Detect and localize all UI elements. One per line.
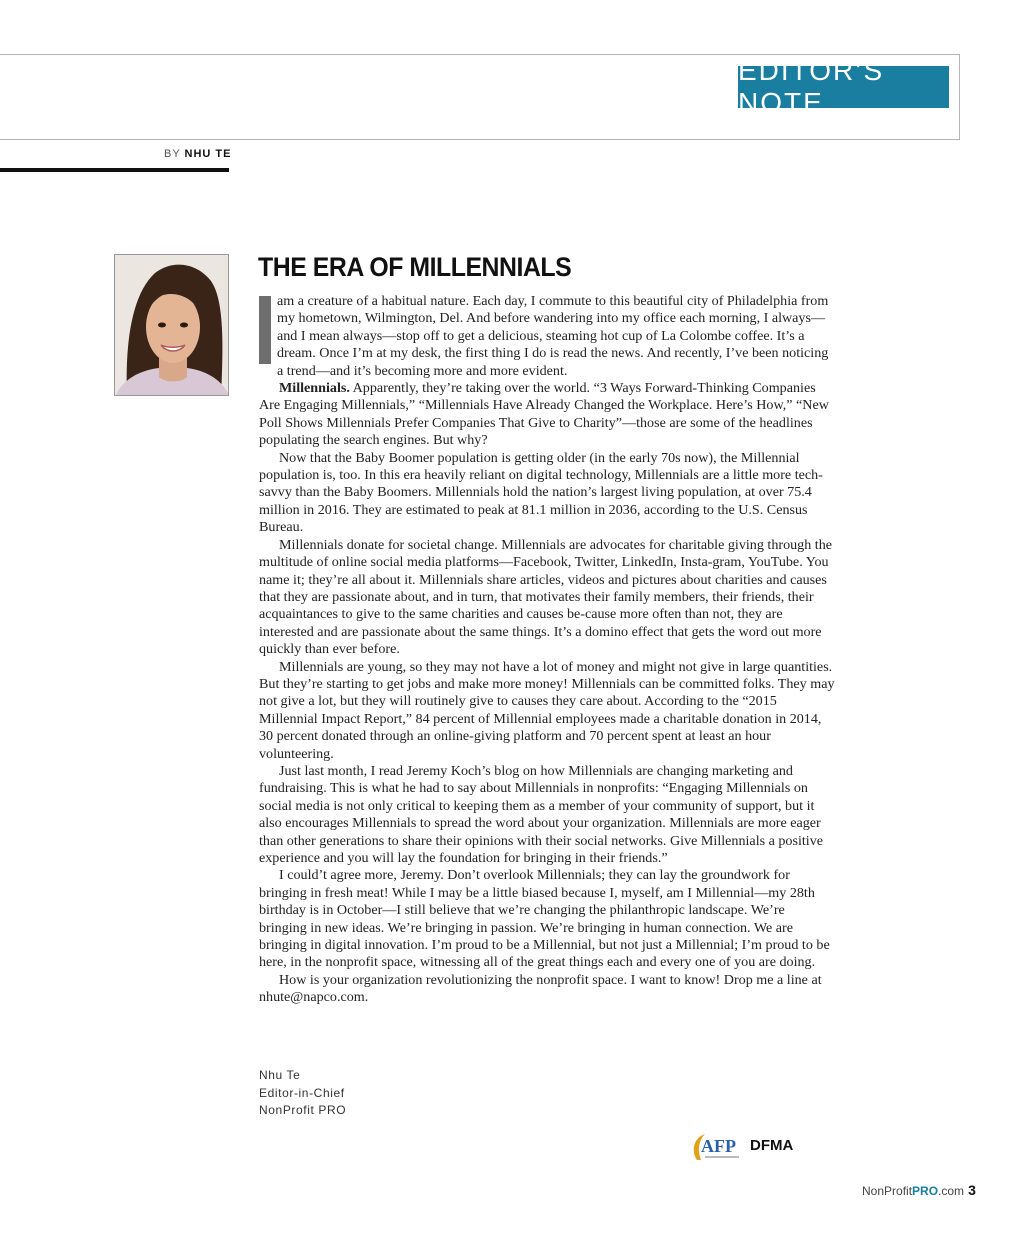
svg-text:AFP: AFP xyxy=(701,1136,736,1156)
footer-site-suffix: .com xyxy=(938,1184,965,1198)
author-portrait-illustration xyxy=(115,255,229,396)
byline-name: NHU TE xyxy=(184,148,232,160)
byline-prefix: BY xyxy=(164,148,181,160)
paragraph-8: How is your organization revolutionizing the nonprofit space. I want to know! Drop me a line at nhute@napco.com. xyxy=(259,971,822,1006)
signature-publication: NonProfit PRO xyxy=(259,1103,347,1117)
section-tag: EDITOR’S NOTE xyxy=(738,66,949,108)
paragraph-6: Just last month, I read Jeremy Koch’s blog on how Millennials are changing marketing and fundraising. This is what he had to say about Millennials in nonprofits: “Engaging Millennials on social media is not only critical to keeping them as a member of your community of support, but it also encourages Millennials to spread the word about your organization. Millennials are more eager than other generations to share their opinions with their social networks. Give Millennials a positive experience and you will lay the foundation for bringing in their friends.” xyxy=(259,762,824,866)
paragraph-4: Millennials donate for societal change. Millennials are advocates for charitable giving through the multitude of online social media platforms—Facebook, Twitter, LinkedIn, Insta-gram, YouTube. You name it; they’re all about it. Millennials share articles, videos and pictures about charities and causes that they are passionate about, and in turn, that motivates their family members, their friends, their acquaintances to give to the same charities and causes be-cause more often than not, they are interested and are passionate about the same things. It’s a domino effect that gets the word out more quickly than ever before. xyxy=(259,536,832,658)
byline-rule xyxy=(0,168,229,172)
footer-site-pro: PRO xyxy=(912,1184,939,1198)
page-number: 3 xyxy=(968,1182,976,1198)
article-body xyxy=(259,293,835,1007)
signature-role: Editor-in-Chief xyxy=(259,1085,345,1100)
byline xyxy=(164,148,232,160)
paragraph-5: Millennials are young, so they may not have a lot of money and might not give in large quantities. But they’re starting to get jobs and make more money! Millennials can be committed folks. They may not give a lot, but they will routinely give to causes they care about. According to the “2015 Millennial Impact Report,” 84 percent of Millennial employees made a charitable donation in 2014, 30 percent donated through an online-giving platform and 70 percent spent at least an hour volunteering. xyxy=(259,658,835,762)
signature-block xyxy=(259,1067,346,1120)
drop-cap xyxy=(259,296,271,364)
paragraph-3: Now that the Baby Boomer population is getting older (in the early 70s now), the Millennial population is, too. In this era heavily reliant on digital technology, Millennials are a little more tech-savvy than the Baby Boomers. Millennials hold the nation’s largest living population, at over 75.4 million in 2016. They are estimated to peak at 81.1 million in 2036, according to the U.S. Census Bureau. xyxy=(259,449,823,536)
paragraph-2 xyxy=(259,380,835,450)
paragraph-7: I could’t agree more, Jeremy. Don’t overlook Millennials; they can lay the groundwork for bringing in fresh meat! While I may be a little biased because I, myself, am I Millennial—my 28th birthday is in October—I still believe that we’re changing the philanthropic landscape. We’re bringing in new ideas. We’re bringing in passion. We’re bringing in human connection. We are bringing in digital innovation. I’m proud to be a Millennial, but not just a Millennial; I’m proud to be here, in the nonprofit space, witnessing all of the great things each and every one of you are doing. xyxy=(259,867,830,971)
footer-site-prefix: NonProfit xyxy=(862,1184,913,1198)
article-title: THE ERA OF MILLENNIALS xyxy=(258,252,572,282)
lead-in-bold: Millennials. xyxy=(279,380,350,397)
signature-name: Nhu Te xyxy=(259,1068,301,1082)
page-footer xyxy=(862,1182,976,1198)
author-photo xyxy=(114,254,229,396)
dfma-logo: DFMA xyxy=(750,1137,794,1154)
paragraph-1 xyxy=(259,293,835,380)
paragraph-1-text: am a creature of a habitual nature. Each day, I commute to this beautiful city of Philadelphia from my hometown, Wilmington, Del. And before wandering into my office each morning, I always—and I mean always—stop off to get a delicious, steaming hot cup of La Colombe coffee. It’s a dream. Once I’m at my desk, the first thing I do is read the news. And recently, I’ve been noticing a trend—and it’s becoming more and more evident. xyxy=(277,293,829,379)
paragraph-2-text: Apparently, they’re taking over the world. “3 Ways Forward-Thinking Companies Are Engaging Millennials,” “Millennials Have Already Changed the Workplace. Here’s How,” “New Poll Shows Millennials Prefer Companies That Give to Charity”—those are some of the headlines populating the search engines. But why? xyxy=(259,380,829,449)
